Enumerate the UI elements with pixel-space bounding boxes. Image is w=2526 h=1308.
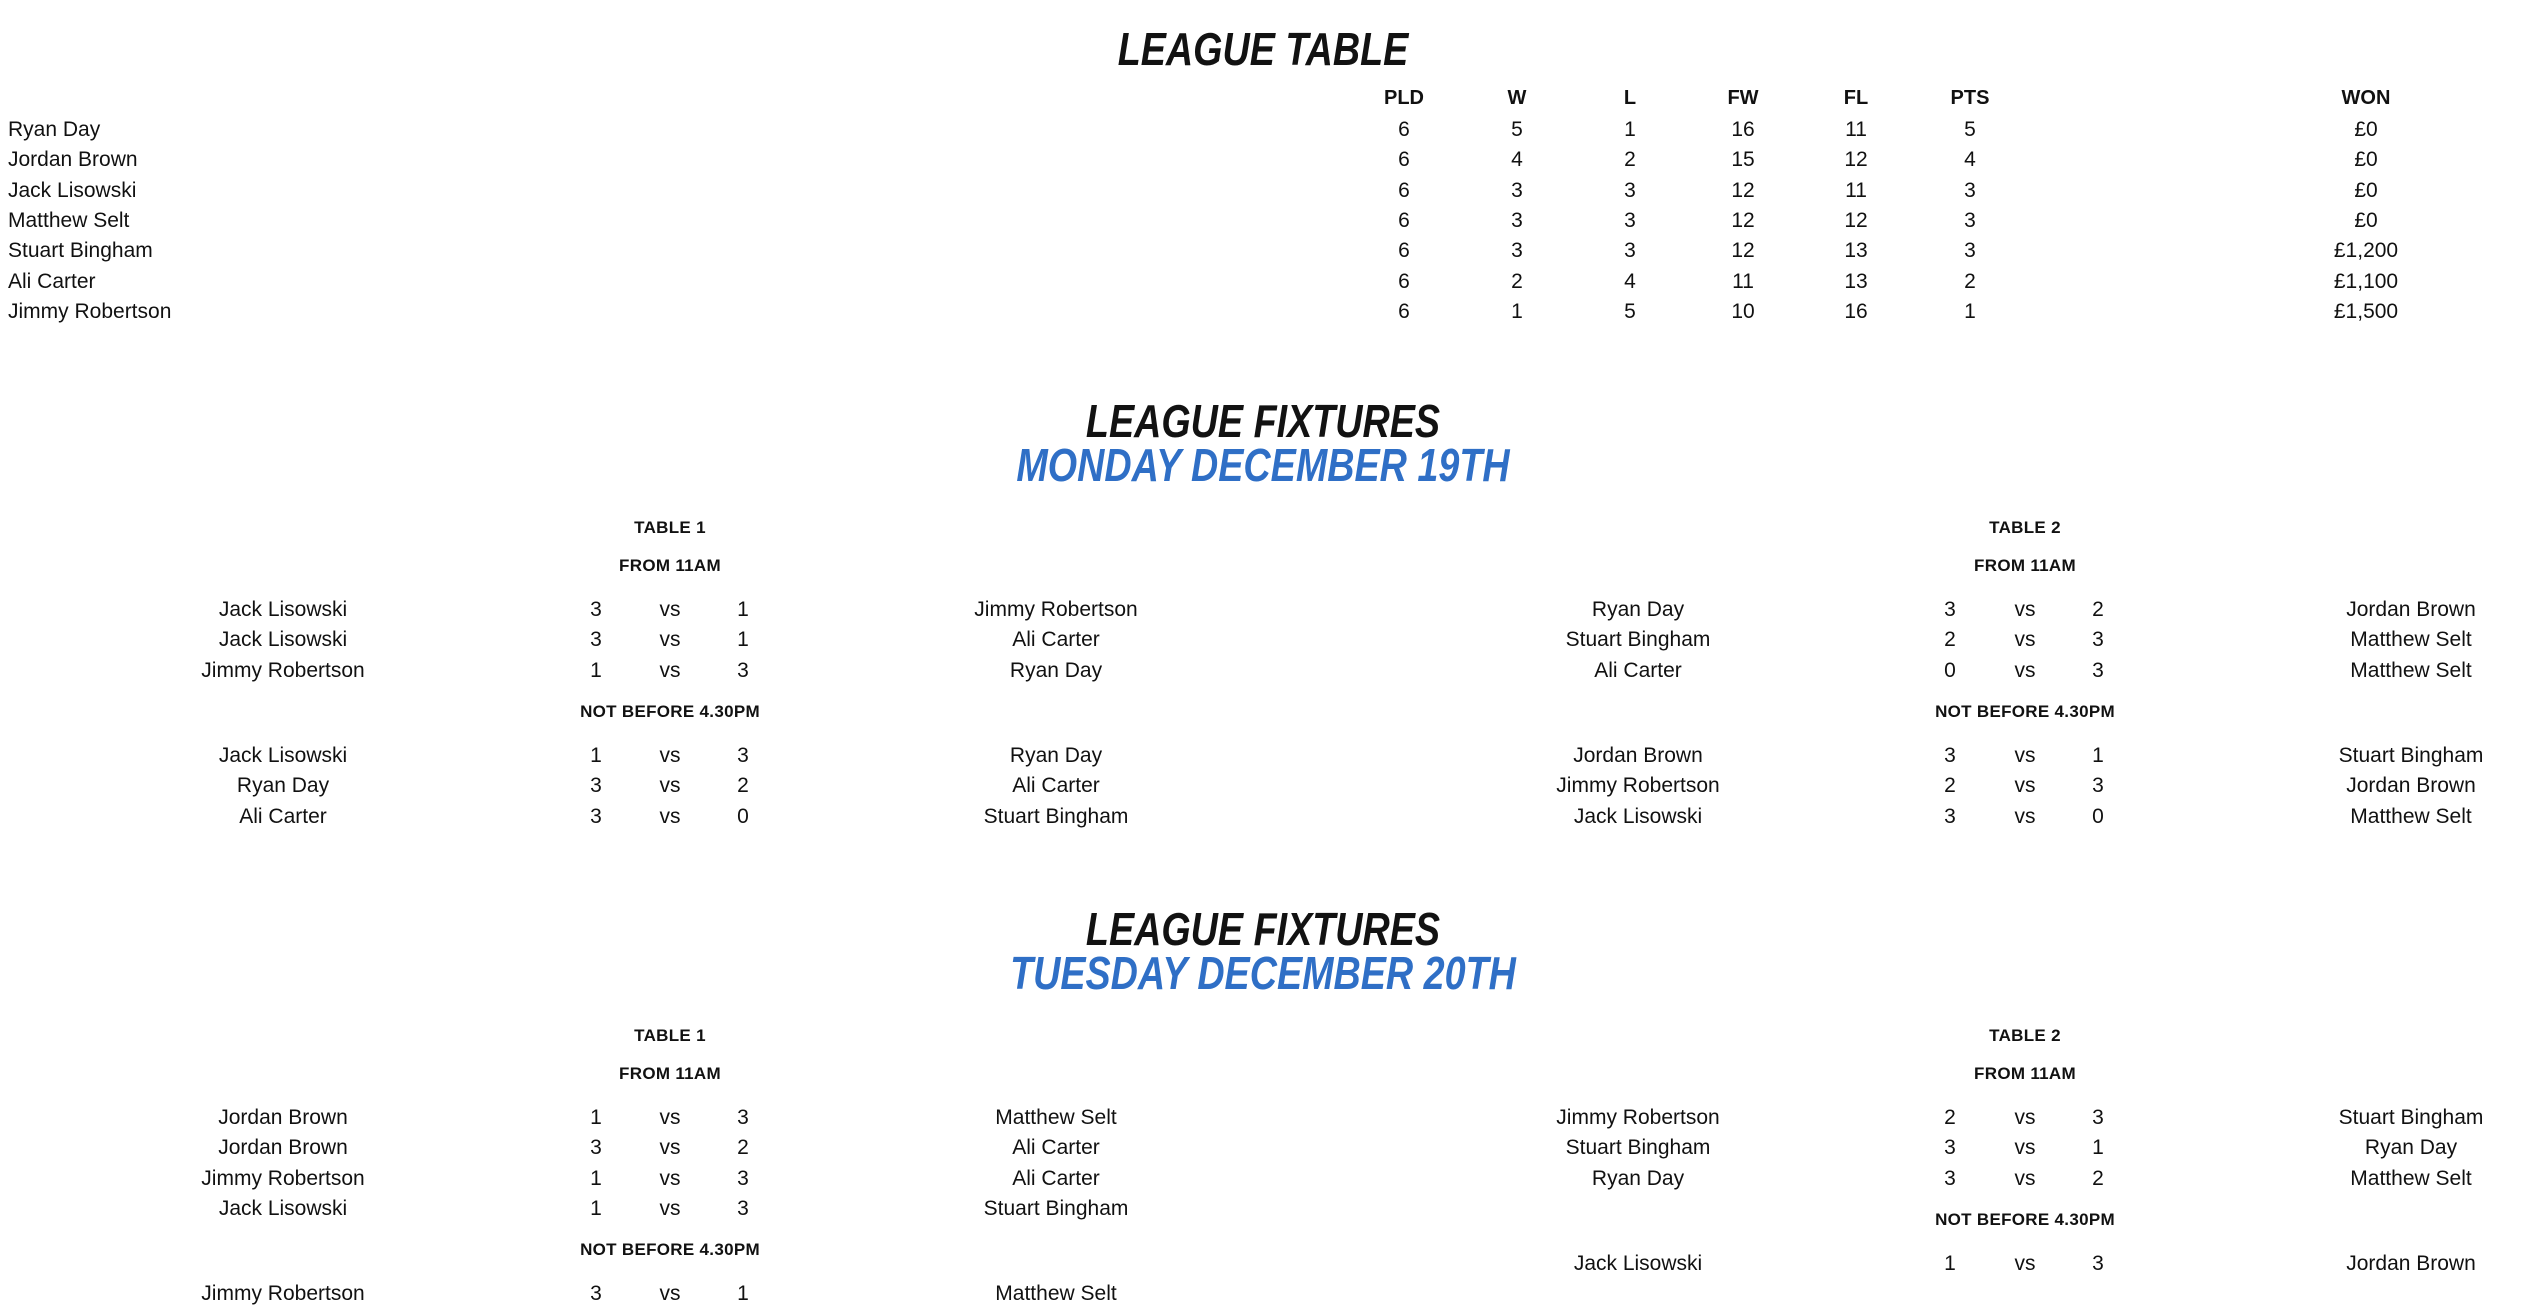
player-name: Matthew Selt: [8, 208, 130, 232]
session-label: FROM 11AM: [619, 556, 721, 575]
player-name: Ryan Day: [8, 118, 101, 141]
player-two: Ryan Day: [2364, 1136, 2458, 1160]
column-header-fl: FL: [1843, 87, 1869, 109]
stat-points: 3: [1964, 178, 1976, 202]
stat-won-frames-w: 3: [1511, 239, 1523, 263]
stat-points: 3: [1964, 208, 1976, 232]
player-one: Stuart Bingham: [1565, 628, 1711, 652]
player-one: Jack Lisowski: [1573, 804, 1703, 828]
stat-lost: 3: [1624, 239, 1636, 263]
score-two: 1: [737, 628, 749, 652]
stat-frames-won: 12: [1731, 178, 1755, 202]
score-two: 3: [737, 1166, 749, 1190]
score-two: 3: [737, 743, 749, 767]
score-one: 3: [590, 804, 602, 828]
session-label: FROM 11AM: [619, 1064, 721, 1083]
score-two: 1: [737, 1282, 749, 1306]
column-header-fw: FW: [1727, 87, 1759, 109]
stat-money-won: £0: [2354, 208, 2378, 232]
player-two: Jordan Brown: [2346, 598, 2476, 621]
versus-label: vs: [659, 1166, 681, 1190]
score-two: 3: [2092, 1106, 2104, 1129]
score-one: 3: [1944, 598, 1956, 621]
player-two: Matthew Selt: [2350, 658, 2472, 682]
stat-frames-won: 10: [1731, 299, 1755, 323]
score-one: 3: [590, 774, 602, 798]
score-one: 3: [1944, 743, 1956, 767]
stat-lost: 3: [1624, 208, 1636, 232]
session-label: NOT BEFORE 4.30PM: [580, 1240, 760, 1260]
column-header-l: L: [1623, 87, 1637, 109]
stat-played: 6: [1398, 269, 1410, 293]
stat-points: 4: [1964, 148, 1976, 172]
stat-played: 6: [1398, 118, 1410, 141]
stat-played: 6: [1398, 178, 1410, 202]
stat-frames-won: 11: [1732, 269, 1754, 293]
stat-played: 6: [1398, 208, 1410, 232]
score-two: 2: [2092, 1166, 2104, 1190]
stat-frames-won: 12: [1731, 208, 1755, 232]
versus-label: vs: [2014, 743, 2036, 767]
score-two: 3: [2092, 628, 2104, 652]
stat-lost: 4: [1624, 269, 1636, 293]
score-one: 3: [590, 1282, 602, 1306]
player-two: Stuart Bingham: [2338, 1106, 2484, 1129]
player-two: Jordan Brown: [2346, 1251, 2476, 1275]
player-two: Stuart Bingham: [2338, 743, 2484, 767]
player-two: Matthew Selt: [995, 1106, 1117, 1129]
score-two: 1: [737, 598, 749, 621]
player-two: Ali Carter: [1012, 628, 1100, 652]
stat-frames-won: 12: [1731, 239, 1755, 263]
player-one: Jimmy Robertson: [201, 658, 365, 682]
stat-money-won: £0: [2354, 148, 2378, 172]
score-two: 0: [737, 804, 749, 828]
stat-won-frames-w: 4: [1511, 148, 1523, 172]
score-two: 2: [2092, 598, 2104, 621]
score-two: 2: [737, 1136, 749, 1160]
score-one: 1: [1944, 1251, 1956, 1275]
stat-money-won: £1,200: [2333, 239, 2399, 263]
versus-label: vs: [659, 743, 681, 767]
player-one: Jimmy Robertson: [1556, 1106, 1720, 1129]
stat-money-won: £1,100: [2333, 269, 2399, 293]
stat-money-won: £0: [2354, 178, 2378, 202]
player-one: Stuart Bingham: [1565, 1136, 1711, 1160]
stat-money-won: £0: [2354, 118, 2378, 141]
column-header-pld: PLD: [1384, 87, 1424, 109]
score-one: 3: [1944, 1166, 1956, 1190]
versus-label: vs: [2014, 1251, 2036, 1275]
session-label: NOT BEFORE 4.30PM: [1935, 701, 2115, 721]
stat-frames-lost: 16: [1844, 299, 1868, 323]
versus-label: vs: [2014, 804, 2036, 828]
stat-frames-lost: 11: [1845, 178, 1867, 202]
player-two: Ali Carter: [1012, 1166, 1100, 1190]
score-one: 3: [1944, 1136, 1956, 1160]
player-one: Jimmy Robertson: [201, 1282, 365, 1306]
player-two: Matthew Selt: [2350, 804, 2472, 828]
player-two: Stuart Bingham: [983, 1196, 1129, 1220]
player-name: Jordan Brown: [8, 148, 138, 172]
player-two: Jimmy Robertson: [974, 598, 1138, 621]
player-one: Jack Lisowski: [218, 628, 348, 652]
stat-won-frames-w: 2: [1511, 269, 1523, 293]
column-header-pts: PTS: [1950, 87, 1990, 109]
player-one: Ryan Day: [236, 774, 330, 798]
player-two: Stuart Bingham: [983, 804, 1129, 828]
session-label: FROM 11AM: [1974, 556, 2076, 575]
stat-frames-lost: 12: [1844, 208, 1868, 232]
player-one: Jordan Brown: [218, 1136, 348, 1160]
stat-frames-lost: 12: [1844, 148, 1868, 172]
stat-frames-won: 16: [1731, 118, 1755, 141]
player-one: Jordan Brown: [1573, 743, 1703, 767]
stat-played: 6: [1398, 148, 1410, 172]
versus-label: vs: [659, 1196, 681, 1220]
versus-label: vs: [659, 598, 681, 621]
score-two: 3: [737, 1106, 749, 1129]
versus-label: vs: [659, 804, 681, 828]
score-two: 3: [2092, 658, 2104, 682]
versus-label: vs: [2014, 628, 2036, 652]
fixtures-date-tuesday: TUESDAY DECEMBER 20TH: [1010, 947, 1516, 999]
stat-lost: 5: [1624, 299, 1636, 323]
score-two: 0: [2092, 804, 2104, 828]
stat-lost: 2: [1624, 148, 1636, 172]
fixtures-date-monday: MONDAY DECEMBER 19TH: [1016, 439, 1510, 491]
score-one: 3: [1944, 804, 1956, 828]
score-two: 3: [737, 1196, 749, 1220]
player-one: Jack Lisowski: [218, 1196, 348, 1220]
score-one: 3: [590, 598, 602, 621]
score-one: 1: [590, 658, 602, 682]
stat-points: 3: [1964, 239, 1976, 263]
stat-played: 6: [1398, 239, 1410, 263]
score-one: 3: [590, 1136, 602, 1160]
stat-played: 6: [1398, 299, 1410, 323]
score-two: 3: [2092, 774, 2104, 798]
player-one: Ali Carter: [1594, 658, 1682, 682]
score-one: 2: [1944, 774, 1956, 798]
player-one: Jack Lisowski: [218, 743, 348, 767]
stat-won-frames-w: 1: [1511, 299, 1523, 323]
stat-frames-won: 15: [1731, 148, 1755, 172]
versus-label: vs: [2014, 1166, 2036, 1190]
score-two: 1: [2092, 1136, 2104, 1160]
player-two: Ali Carter: [1012, 1136, 1100, 1160]
score-two: 2: [737, 774, 749, 798]
player-two: Ali Carter: [1012, 774, 1100, 798]
versus-label: vs: [2014, 598, 2036, 621]
score-one: 1: [590, 1106, 602, 1129]
player-one: Ryan Day: [1591, 1166, 1685, 1190]
player-one: Jimmy Robertson: [201, 1166, 365, 1190]
fixture-table-name: TABLE 1: [634, 518, 706, 537]
score-two: 3: [2092, 1251, 2104, 1275]
player-one: Ryan Day: [1591, 598, 1685, 621]
versus-label: vs: [659, 658, 681, 682]
score-one: 2: [1944, 628, 1956, 652]
score-two: 1: [2092, 743, 2104, 767]
player-name: Ali Carter: [8, 269, 96, 293]
versus-label: vs: [2014, 1106, 2036, 1129]
player-two: Ryan Day: [1009, 743, 1103, 767]
player-two: Matthew Selt: [2350, 628, 2472, 652]
versus-label: vs: [659, 774, 681, 798]
fixture-table-name: TABLE 2: [1989, 518, 2061, 537]
versus-label: vs: [2014, 774, 2036, 798]
player-two: Matthew Selt: [995, 1282, 1117, 1306]
player-two: Matthew Selt: [2350, 1166, 2472, 1190]
stat-won-frames-w: 3: [1511, 178, 1523, 202]
fixtures-title-monday: LEAGUE FIXTURES: [1085, 395, 1441, 447]
score-one: 1: [590, 743, 602, 767]
stat-money-won: £1,500: [2333, 299, 2399, 323]
fixture-table-name: TABLE 1: [634, 1026, 706, 1045]
stat-points: 5: [1964, 118, 1976, 141]
versus-label: vs: [2014, 1136, 2036, 1160]
session-label: FROM 11AM: [1974, 1064, 2076, 1083]
score-one: 2: [1944, 1106, 1956, 1129]
score-one: 1: [590, 1196, 602, 1220]
league-table-title: LEAGUE TABLE: [1117, 23, 1409, 75]
player-one: Jimmy Robertson: [1556, 774, 1720, 798]
stat-won-frames-w: 3: [1511, 208, 1523, 232]
versus-label: vs: [2014, 658, 2036, 682]
fixture-table-name: TABLE 2: [1989, 1026, 2061, 1045]
stat-won-frames-w: 5: [1511, 118, 1523, 141]
session-label: NOT BEFORE 4.30PM: [580, 701, 760, 721]
stat-frames-lost: 11: [1845, 118, 1867, 141]
stat-points: 2: [1964, 269, 1976, 293]
player-two: Ryan Day: [1009, 658, 1103, 682]
player-name: Jimmy Robertson: [8, 299, 172, 323]
stat-frames-lost: 13: [1844, 239, 1868, 263]
versus-label: vs: [659, 628, 681, 652]
session-label: NOT BEFORE 4.30PM: [1935, 1209, 2115, 1229]
player-name: Stuart Bingham: [8, 239, 153, 263]
player-one: Jordan Brown: [218, 1106, 348, 1129]
player-one: Jack Lisowski: [218, 598, 348, 621]
versus-label: vs: [659, 1282, 681, 1306]
versus-label: vs: [659, 1106, 681, 1129]
player-name: Jack Lisowski: [8, 178, 137, 202]
fixtures-title-tuesday: LEAGUE FIXTURES: [1085, 903, 1441, 955]
column-header-won: WON: [2341, 87, 2391, 109]
score-one: 3: [590, 628, 602, 652]
stat-lost: 3: [1624, 178, 1636, 202]
stat-lost: 1: [1624, 118, 1636, 141]
player-one: Jack Lisowski: [1573, 1251, 1703, 1275]
score-one: 1: [590, 1166, 602, 1190]
player-one: Ali Carter: [239, 804, 327, 828]
player-two: Jordan Brown: [2346, 774, 2476, 798]
score-one: 0: [1944, 658, 1956, 682]
stat-points: 1: [1964, 299, 1976, 323]
column-header-w: W: [1507, 87, 1527, 109]
score-two: 3: [737, 658, 749, 682]
stat-frames-lost: 13: [1844, 269, 1868, 293]
versus-label: vs: [659, 1136, 681, 1160]
